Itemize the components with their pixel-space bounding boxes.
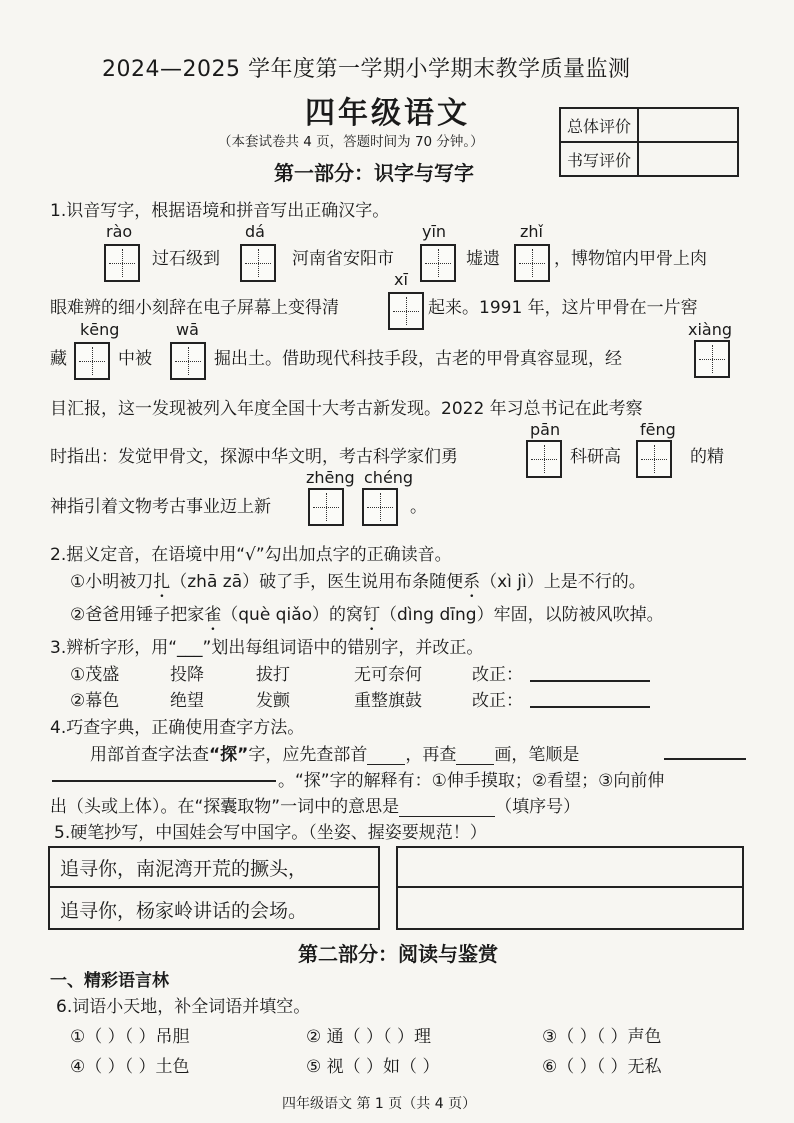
q3-r1-1: ①茂盛	[70, 665, 120, 685]
q1-line5-c: 的精	[690, 447, 724, 467]
pinyin-8: xiàng	[688, 320, 733, 339]
exam-title: 2024—2025 学年度第一学期小学期末教学质量监测	[102, 57, 631, 82]
q1-line6-a: 神指引着文物考古事业迈上新	[50, 497, 271, 517]
q1-line3-b: 中被	[118, 349, 152, 369]
q4-line2: 。“探”字的解释有：①伸手摸取；②看望；③向前伸	[278, 771, 665, 791]
q3-r1-3: 拔打	[256, 665, 290, 685]
q6-item-2[interactable]: ② 通（ ）（ ）理	[306, 1027, 431, 1047]
q5-prompt: 5.硬笔抄写，中国娃会写中国字。（坐姿、握姿要规范！）	[54, 823, 487, 843]
char-box-2[interactable]	[240, 244, 276, 282]
char-box-4[interactable]	[514, 244, 550, 282]
q2-l2-c[interactable]: （dìng dīng）牢固，以防被风吹掉。	[380, 605, 664, 625]
q4-meaning-blank[interactable]	[399, 798, 495, 817]
q6-item-6[interactable]: ⑥（ ）（ ）无私	[542, 1057, 662, 1077]
q1-line4: 目汇报，这一发现被列入年度全国十大考古新发现。2022 年习总书记在此考察	[50, 399, 643, 419]
q3-r2-2: 绝望	[170, 691, 204, 711]
copy-line-2: 追寻你，杨家岭讲话的会场。	[60, 900, 308, 922]
evaluation-table	[559, 107, 739, 177]
char-box-5[interactable]	[388, 292, 424, 330]
writing-eval-label: 书写评价	[560, 142, 638, 176]
q3-prompt: 3.辨析字形，用“___”划出每组词语中的错别字，并改正。	[50, 638, 484, 658]
q1-line1-b: 河南省安阳市	[292, 249, 394, 269]
q1-line6-b: 。	[410, 497, 427, 517]
q2-l1-b[interactable]: （zhā zā）破了手，医生说用布条随便	[170, 572, 464, 592]
writing-eval-cell[interactable]	[638, 142, 738, 176]
q3-answer-line-1[interactable]	[530, 680, 650, 682]
pinyin-7: wā	[176, 320, 199, 339]
q1-line1-a: 过石级到	[152, 249, 220, 269]
pinyin-10: fēng	[640, 420, 676, 439]
pinyin-12: chéng	[364, 468, 414, 487]
q4-line1	[90, 740, 579, 765]
q4-l1-d: 画，笔顺是	[494, 745, 580, 765]
copy-line-1: 追寻你，南泥湾开荒的撅头，	[60, 858, 308, 880]
subject-title: 四年级语文	[305, 96, 470, 131]
q4-l1-char: “探”	[209, 745, 249, 765]
q3-answer-line-2[interactable]	[530, 706, 650, 708]
q3-r2-5: 改正：	[472, 691, 523, 711]
copy-answer-divider	[396, 886, 744, 888]
q2-l2-dotted-char2: 钉	[363, 605, 381, 625]
pinyin-11: zhēng	[306, 468, 355, 487]
copy-source-divider	[48, 886, 380, 888]
q2-line1	[70, 567, 646, 602]
q2-l2-b[interactable]: （què qiǎo）的窝	[221, 605, 364, 625]
char-box-11[interactable]	[308, 488, 344, 526]
q2-line2	[70, 600, 664, 635]
q4-l3-a: 出（头或上体）。在“探囊取物”一词中的意思是	[50, 797, 400, 817]
q4-stroke-order-line-2[interactable]	[52, 780, 276, 782]
overall-eval-label: 总体评价	[560, 108, 638, 142]
part2-heading: 第二部分：阅读与鉴赏	[298, 942, 498, 966]
pinyin-4: zhǐ	[520, 222, 543, 241]
q4-l3-b: （填序号）	[495, 797, 581, 817]
q4-strokes-blank[interactable]	[456, 746, 494, 765]
char-box-1[interactable]	[104, 244, 140, 282]
q6-item-4[interactable]: ④（ ）（ ）土色	[70, 1057, 190, 1077]
pinyin-6: kēng	[80, 320, 120, 339]
q6-item-1[interactable]: ①（ ）（ ）吊胆	[70, 1027, 190, 1047]
q2-l1-dotted-char2: 系	[463, 572, 481, 592]
char-box-3[interactable]	[420, 244, 456, 282]
q2-l2-a: ②爸爸用锤子把家	[70, 605, 205, 625]
pinyin-5: xī	[394, 270, 408, 289]
q2-l1-a: ①小明被刀	[70, 572, 154, 592]
overall-eval-cell[interactable]	[638, 108, 738, 142]
char-box-8[interactable]	[694, 340, 730, 378]
q1-prompt: 1.识音写字，根据语境和拼音写出正确汉字。	[50, 201, 390, 221]
pinyin-3: yīn	[422, 222, 447, 241]
q6-item-3[interactable]: ③（ ）（ ）声色	[542, 1027, 662, 1047]
page-footer: 四年级语文 第 1 页（共 4 页）	[282, 1096, 477, 1112]
q3-r2-4: 重整旗鼓	[354, 691, 422, 711]
q2-l2-dotted-char: 雀	[204, 605, 222, 625]
q4-prompt: 4.巧查字典，正确使用查字方法。	[50, 718, 305, 738]
q2-l1-c[interactable]: （xì jì）上是不行的。	[480, 572, 646, 592]
q3-r1-5: 改正：	[472, 665, 523, 685]
char-box-9[interactable]	[526, 440, 562, 478]
q3-r2-1: ②幕色	[70, 691, 120, 711]
q1-line3-c: 掘出土。借助现代科技手段，古老的甲骨真容显现，经	[214, 349, 622, 369]
q1-line1-d: ，博物馆内甲骨上肉	[554, 249, 707, 269]
q4-radical-blank[interactable]	[367, 746, 405, 765]
q4-line3	[50, 792, 580, 817]
q4-stroke-order-line[interactable]	[664, 758, 746, 760]
pinyin-9: pān	[530, 420, 561, 439]
char-box-7[interactable]	[170, 342, 206, 380]
q6-item-5[interactable]: ⑤ 视（ ）如（ ）	[306, 1057, 440, 1077]
copy-answer-box[interactable]	[396, 846, 744, 930]
char-box-12[interactable]	[362, 488, 398, 526]
q4-l1-c: ，再查	[405, 745, 457, 765]
pinyin-1: rào	[106, 222, 133, 241]
q1-line3-a: 藏	[50, 349, 67, 369]
q1-line5-a: 时指出：发觉甲骨文，探源中华文明，考古科学家们勇	[50, 447, 458, 467]
char-box-10[interactable]	[636, 440, 672, 478]
q3-r1-2: 投降	[170, 665, 204, 685]
q6-prompt: 6.词语小天地，补全词语并填空。	[56, 997, 311, 1017]
char-box-6[interactable]	[74, 342, 110, 380]
q1-line2-a: 眼难辨的细小刻辞在电子屏幕上变得清	[50, 298, 339, 318]
exam-note: （本套试卷共 4 页，答题时间为 70 分钟。）	[218, 134, 484, 150]
q4-l1-a: 用部首查字法查	[90, 745, 209, 765]
q3-r2-3: 发颤	[256, 691, 290, 711]
q1-line5-b: 科研高	[570, 447, 621, 467]
part2-section: 一、精彩语言林	[50, 971, 169, 991]
part1-heading: 第一部分：识字与写字	[274, 161, 474, 185]
q1-line2-b: 起来。1991 年，这片甲骨在一片窖	[428, 298, 698, 318]
q2-prompt: 2.据义定音，在语境中用“√”勾出加点字的正确读音。	[50, 545, 452, 565]
pinyin-2: dá	[245, 222, 265, 241]
q2-l1-dotted-char: 扎	[153, 572, 171, 592]
q1-line1-c: 墟遗	[466, 249, 500, 269]
q3-r1-4: 无可奈何	[354, 665, 422, 685]
q4-l1-b: 字，应先查部首	[248, 745, 368, 765]
